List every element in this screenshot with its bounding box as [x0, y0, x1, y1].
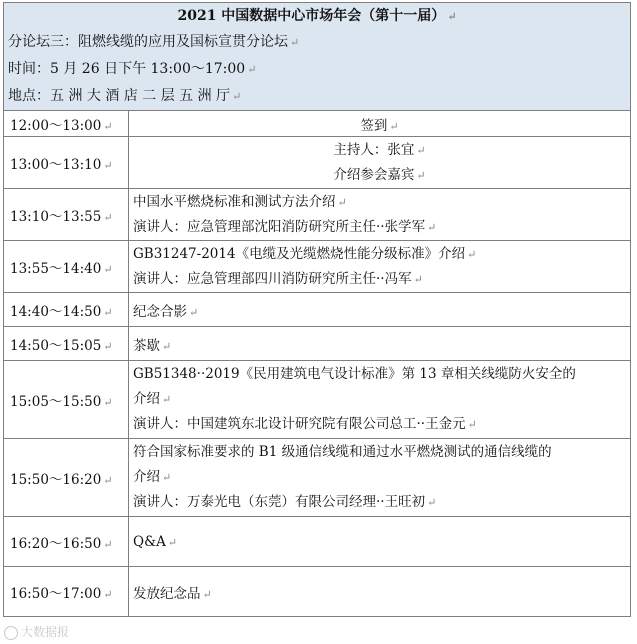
content-cell: 纪念合影 ↵ — [129, 293, 631, 327]
time-cell: 12:00～13:00 ↵ — [4, 111, 129, 137]
time-cell: 16:20～16:50 ↵ — [4, 517, 129, 567]
agenda-document — [3, 2, 631, 617]
time-cell: 14:40～14:50 ↵ — [4, 293, 129, 327]
table-row — [4, 439, 631, 517]
table-row — [4, 137, 631, 189]
paragraph-mark: ↵ — [247, 63, 257, 76]
content-cell: GB51348··2019《民用建筑电气设计标准》第 13 章相关线缆防火安全的 介绍 ↵ 演讲人：中国建筑东北设计研究院有限公司总工··王金元 ↵ — [129, 361, 631, 439]
time-cell: 13:10～13:55 ↵ — [4, 189, 129, 241]
content-cell: 中国水平燃烧标准和测试方法介绍 ↵ 演讲人：应急管理部沈阳消防研究所主任··张学军 ↵ — [129, 189, 631, 241]
time-line — [4, 56, 630, 83]
time-cell: 13:55～14:40 ↵ — [4, 241, 129, 293]
place-text: 地点：五 洲 大 酒 店 二 层 五 洲 厅 — [8, 88, 231, 104]
table-row — [4, 111, 631, 137]
content-cell: 茶歇 ↵ — [129, 327, 631, 361]
agenda-table — [3, 110, 631, 617]
content-cell: GB31247-2014《电缆及光缆燃烧性能分级标准》介绍 ↵ 演讲人：应急管理部四川消防研究所主任··冯军 ↵ — [129, 241, 631, 293]
time-cell: 15:50～16:20 ↵ — [4, 439, 129, 517]
content-cell: 主持人：张宜 ↵ 介绍参会嘉宾 ↵ — [129, 137, 631, 189]
agenda-header — [3, 2, 631, 110]
time-cell: 13:00～13:10 ↵ — [4, 137, 129, 189]
table-row — [4, 189, 631, 241]
table-row — [4, 293, 631, 327]
time-cell: 14:50～15:05 ↵ — [4, 327, 129, 361]
place-line — [4, 83, 630, 110]
forum-text: 分论坛三：阻燃线缆的应用及国标宣贯分论坛 — [8, 34, 288, 50]
table-row — [4, 241, 631, 293]
content-cell: Q&A ↵ — [129, 517, 631, 567]
content-cell: 符合国家标准要求的 B1 级通信线缆和通过水平燃烧测试的通信线缆的 介绍 ↵ 演讲人：万泰光电（东莞）有限公司经理··王旺初 ↵ — [129, 439, 631, 517]
content-cell: 签到 ↵ — [129, 111, 631, 137]
paragraph-mark: ↵ — [447, 10, 457, 23]
time-cell: 15:05～15:50 ↵ — [4, 361, 129, 439]
paragraph-mark: ↵ — [232, 90, 242, 103]
watermark — [4, 623, 69, 640]
paragraph-mark: ↵ — [290, 36, 300, 49]
time-cell: 16:50～17:00 ↵ — [4, 567, 129, 617]
forum-line — [4, 29, 630, 56]
title-text: 2021 中国数据中心市场年会（第十一届） — [177, 8, 446, 24]
content-cell: 发放纪念品 ↵ — [129, 567, 631, 617]
agenda-title — [4, 3, 630, 29]
table-row — [4, 327, 631, 361]
table-row — [4, 361, 631, 439]
watermark-logo-icon — [4, 626, 18, 640]
watermark-text: 大数据报 — [21, 625, 70, 639]
time-text: 时间：5 月 26 日下午 13:00～17:00 — [8, 61, 246, 77]
table-row — [4, 517, 631, 567]
table-row — [4, 567, 631, 617]
